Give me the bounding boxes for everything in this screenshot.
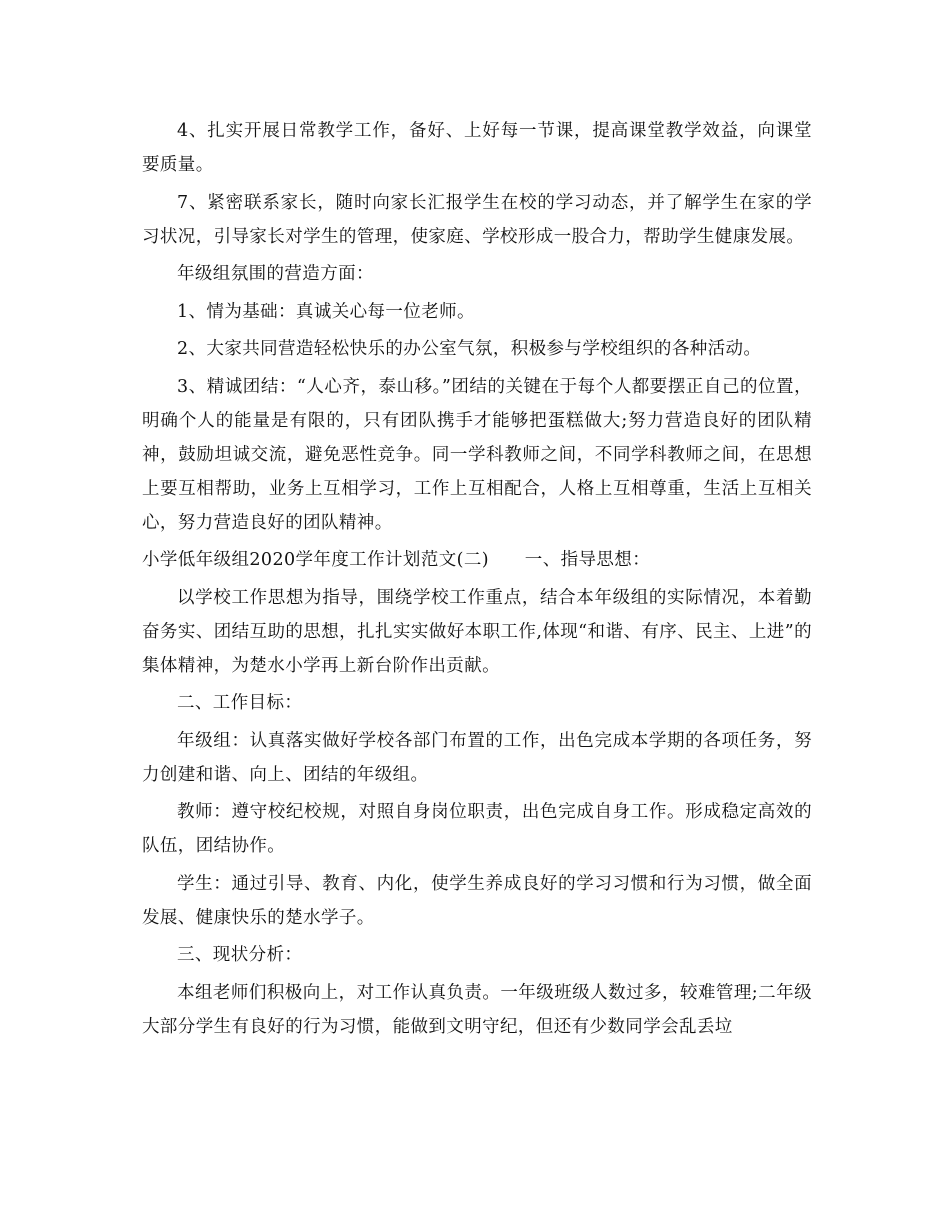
paragraph-item-2: 2、大家共同营造轻松快乐的办公室气氛，积极参与学校组织的各种活动。 [177,339,762,359]
paragraph-item-7: 7、紧密联系家长，随时向家长汇报学生在校的学习动态，并了解学生在家的学习状况，引导家长对学生的管理，使家庭、学校形成一股合力，帮助学生健康发展。 [142,192,812,247]
paragraph-item-3: 3、精诚团结：“人心齐，泰山移。”团结的关键在于每个人都要摆正自己的位置，明确个人的能量是有限的，只有团队携手才能够把蛋糕做大;努力营造良好的团队精神，鼓励坦诚交流，避免恶性竞争。同一学科教师之间，不同学科教师之间，在思想上要互相帮助，业务上互相学习，工作上互相配合，人格上互相尊重，生活上互相关心，努力营造良好的团队精神。 [142,376,812,533]
paragraph-item-4: 4、扎实开展日常教学工作，备好、上好每一节课，提高课堂教学效益，向课堂要质量。 [142,121,812,175]
section-heading-analysis: 三、现状分析： [177,945,303,965]
paragraph-goal-teachers: 教师：遵守校纪校规，对照自身岗位职责，出色完成自身工作。形成稳定高效的队伍，团结协作。 [142,802,812,856]
document-title-line: 小学低年级组2020学年度工作计划范文(二) 一、指导思想： [142,550,651,570]
paragraph-guiding-thought: 以学校工作思想为指导，围绕学校工作重点，结合本年级组的实际情况，本着勤奋务实、团结互助的思想，扎扎实实做好本职工作,体现“和谐、有序、民主、上进”的集体精神，为楚水小学再上新台阶作出贡献。 [142,587,812,676]
section-heading-goals: 二、工作目标： [177,693,303,713]
paragraph-goal-students: 学生：通过引导、教育、内化，使学生养成良好的学习习惯和行为习惯，做全面发展、健康快乐的楚水学子。 [142,873,812,928]
document-body [142,114,812,1047]
paragraph-analysis: 本组老师们积极向上，对工作认真负责。一年级班级人数过多，较难管理;二年级大部分学生有良好的行为习惯，能做到文明守纪，但还有少数同学会乱丢垃 [142,982,812,1037]
paragraph-goal-grade-group: 年级组：认真落实做好学校各部门布置的工作，出色完成本学期的各项任务，努力创建和谐、向上、团结的年级组。 [142,730,812,785]
section-heading-atmosphere: 年级组氛围的营造方面： [177,264,374,284]
paragraph-item-1: 1、情为基础：真诚关心每一位老师。 [177,301,475,322]
